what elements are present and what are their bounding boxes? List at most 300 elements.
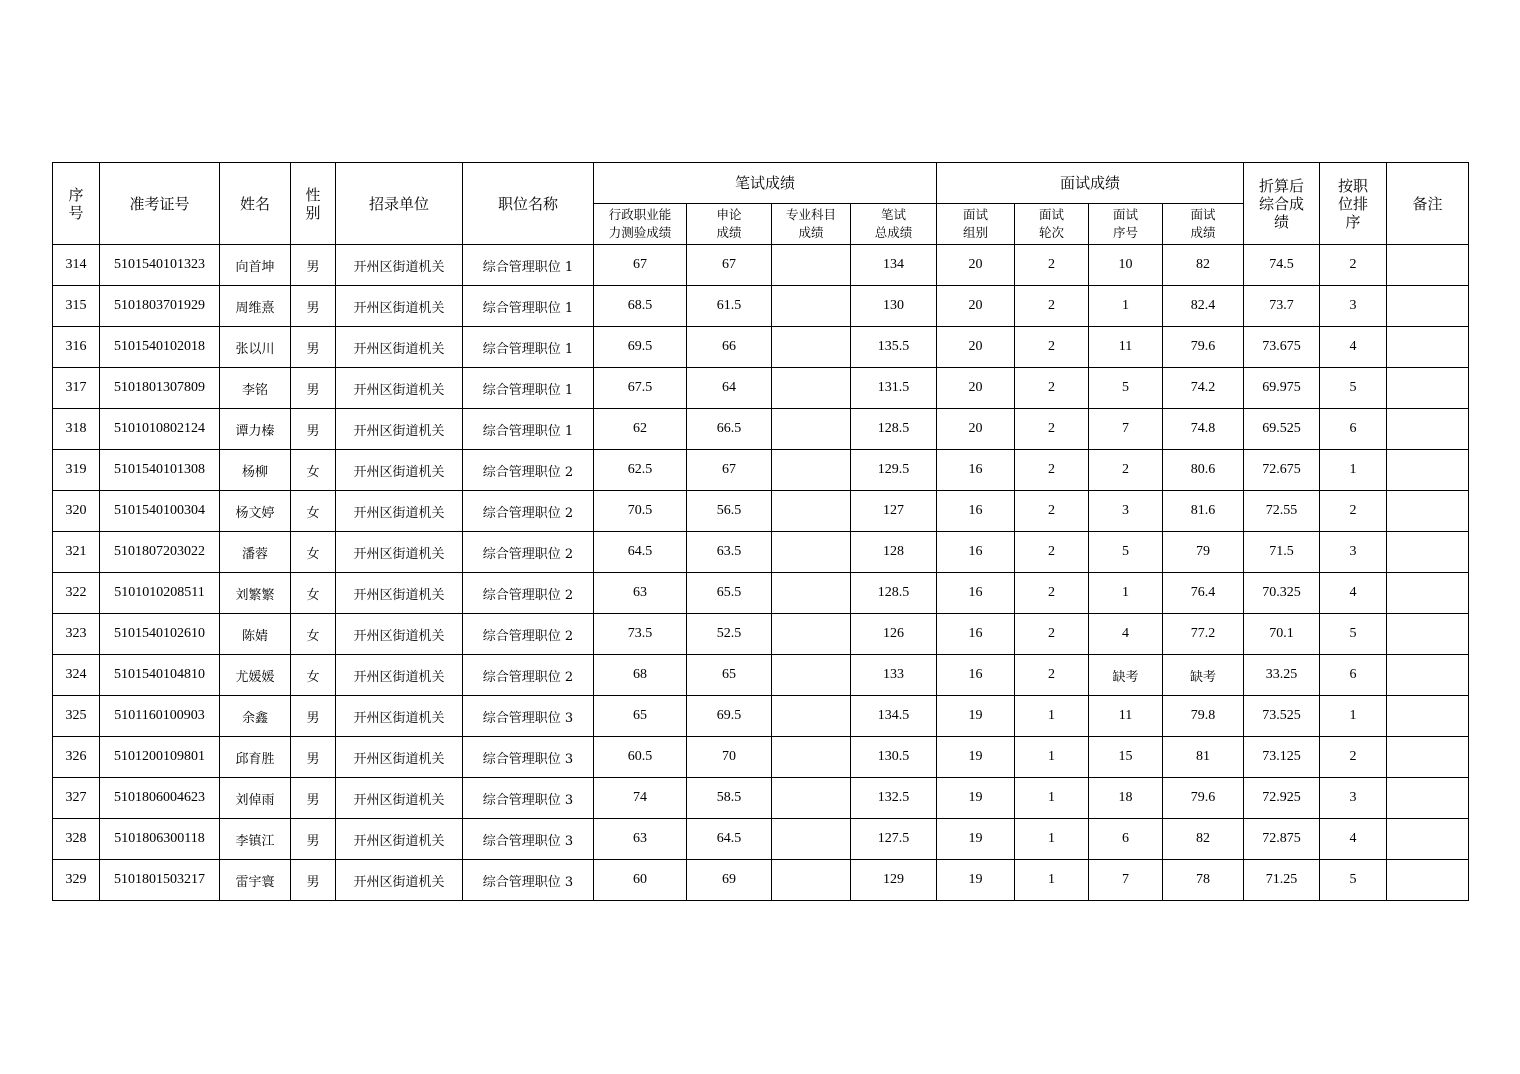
cell-rank: 5 [1320, 860, 1387, 901]
header-unit: 招录单位 [336, 163, 463, 245]
cell-unit: 开州区街道机关 [336, 696, 463, 737]
cell-composite: 71.25 [1244, 860, 1320, 901]
cell-composite: 74.5 [1244, 245, 1320, 286]
header-interview-round: 面试 轮次 [1015, 204, 1089, 245]
cell-gender: 男 [291, 737, 336, 778]
header-seq: 序 号 [53, 163, 100, 245]
cell-remarks [1387, 860, 1469, 901]
header-written-total: 笔试 总成绩 [851, 204, 937, 245]
cell-seq: 326 [53, 737, 100, 778]
cell-remarks [1387, 819, 1469, 860]
cell-aptitude: 63 [594, 819, 687, 860]
cell-unit: 开州区街道机关 [336, 491, 463, 532]
cell-remarks [1387, 286, 1469, 327]
cell-exam-no: 5101540104810 [100, 655, 220, 696]
cell-unit: 开州区街道机关 [336, 368, 463, 409]
cell-essay: 61.5 [687, 286, 772, 327]
cell-professional [772, 860, 851, 901]
cell-essay: 58.5 [687, 778, 772, 819]
cell-composite: 72.675 [1244, 450, 1320, 491]
cell-interview-score: 76.4 [1163, 573, 1244, 614]
cell-gender: 女 [291, 614, 336, 655]
header-aptitude-score: 行政职业能 力测验成绩 [594, 204, 687, 245]
cell-professional [772, 696, 851, 737]
cell-composite: 73.525 [1244, 696, 1320, 737]
cell-interview-group: 20 [937, 286, 1015, 327]
table-body [53, 245, 1469, 901]
cell-interview-order: 2 [1089, 450, 1163, 491]
cell-unit: 开州区街道机关 [336, 860, 463, 901]
cell-position: 综合管理职位 3 [463, 819, 594, 860]
cell-essay: 64.5 [687, 819, 772, 860]
cell-exam-no: 5101806300118 [100, 819, 220, 860]
table-row [53, 778, 1469, 819]
cell-position: 综合管理职位 1 [463, 286, 594, 327]
table-row [53, 491, 1469, 532]
cell-unit: 开州区街道机关 [336, 573, 463, 614]
cell-rank: 4 [1320, 819, 1387, 860]
cell-interview-score: 82 [1163, 819, 1244, 860]
cell-aptitude: 63 [594, 573, 687, 614]
cell-unit: 开州区街道机关 [336, 737, 463, 778]
cell-interview-group: 16 [937, 614, 1015, 655]
cell-remarks [1387, 409, 1469, 450]
cell-interview-round: 2 [1015, 614, 1089, 655]
cell-interview-order: 缺考 [1089, 655, 1163, 696]
cell-gender: 男 [291, 819, 336, 860]
cell-remarks [1387, 655, 1469, 696]
cell-interview-group: 19 [937, 819, 1015, 860]
cell-professional [772, 778, 851, 819]
cell-name: 周维熹 [220, 286, 291, 327]
cell-aptitude: 70.5 [594, 491, 687, 532]
header-written-group: 笔试成绩 [594, 163, 937, 204]
cell-exam-no: 5101010802124 [100, 409, 220, 450]
cell-position: 综合管理职位 3 [463, 737, 594, 778]
cell-interview-order: 7 [1089, 409, 1163, 450]
cell-written-total: 128.5 [851, 573, 937, 614]
cell-rank: 6 [1320, 409, 1387, 450]
cell-interview-score: 79.8 [1163, 696, 1244, 737]
cell-position: 综合管理职位 3 [463, 860, 594, 901]
cell-composite: 72.875 [1244, 819, 1320, 860]
cell-seq: 324 [53, 655, 100, 696]
cell-interview-order: 7 [1089, 860, 1163, 901]
header-essay-score: 申论 成绩 [687, 204, 772, 245]
cell-position: 综合管理职位 1 [463, 327, 594, 368]
cell-exam-no: 5101806004623 [100, 778, 220, 819]
cell-exam-no: 5101803701929 [100, 286, 220, 327]
cell-exam-no: 5101540102610 [100, 614, 220, 655]
cell-interview-group: 16 [937, 573, 1015, 614]
cell-essay: 67 [687, 450, 772, 491]
cell-remarks [1387, 737, 1469, 778]
cell-interview-score: 缺考 [1163, 655, 1244, 696]
cell-unit: 开州区街道机关 [336, 450, 463, 491]
cell-gender: 男 [291, 778, 336, 819]
cell-written-total: 134 [851, 245, 937, 286]
cell-written-total: 129 [851, 860, 937, 901]
cell-professional [772, 614, 851, 655]
cell-name: 张以川 [220, 327, 291, 368]
cell-unit: 开州区街道机关 [336, 778, 463, 819]
cell-interview-round: 2 [1015, 327, 1089, 368]
header-composite: 折算后 综合成 绩 [1244, 163, 1320, 245]
table-row [53, 450, 1469, 491]
cell-essay: 66 [687, 327, 772, 368]
cell-remarks [1387, 491, 1469, 532]
cell-seq: 315 [53, 286, 100, 327]
cell-essay: 70 [687, 737, 772, 778]
cell-rank: 1 [1320, 696, 1387, 737]
cell-unit: 开州区街道机关 [336, 245, 463, 286]
table-row [53, 286, 1469, 327]
header-professional-score: 专业科目 成绩 [772, 204, 851, 245]
cell-interview-round: 1 [1015, 860, 1089, 901]
cell-exam-no: 5101801503217 [100, 860, 220, 901]
cell-composite: 71.5 [1244, 532, 1320, 573]
cell-interview-group: 16 [937, 450, 1015, 491]
cell-gender: 男 [291, 860, 336, 901]
cell-interview-score: 80.6 [1163, 450, 1244, 491]
cell-interview-round: 1 [1015, 696, 1089, 737]
cell-written-total: 130 [851, 286, 937, 327]
cell-interview-score: 79 [1163, 532, 1244, 573]
header-name: 姓名 [220, 163, 291, 245]
cell-position: 综合管理职位 2 [463, 655, 594, 696]
cell-aptitude: 65 [594, 696, 687, 737]
cell-seq: 314 [53, 245, 100, 286]
cell-name: 杨柳 [220, 450, 291, 491]
cell-composite: 73.675 [1244, 327, 1320, 368]
cell-position: 综合管理职位 1 [463, 245, 594, 286]
cell-essay: 56.5 [687, 491, 772, 532]
cell-exam-no: 5101200109801 [100, 737, 220, 778]
table-row [53, 819, 1469, 860]
cell-interview-group: 20 [937, 409, 1015, 450]
cell-unit: 开州区街道机关 [336, 655, 463, 696]
cell-remarks [1387, 614, 1469, 655]
cell-interview-round: 2 [1015, 245, 1089, 286]
cell-written-total: 131.5 [851, 368, 937, 409]
cell-exam-no: 5101540100304 [100, 491, 220, 532]
cell-interview-group: 20 [937, 368, 1015, 409]
cell-aptitude: 60.5 [594, 737, 687, 778]
cell-remarks [1387, 327, 1469, 368]
cell-professional [772, 491, 851, 532]
cell-written-total: 128.5 [851, 409, 937, 450]
cell-professional [772, 573, 851, 614]
cell-seq: 318 [53, 409, 100, 450]
cell-name: 雷宇寰 [220, 860, 291, 901]
cell-rank: 3 [1320, 286, 1387, 327]
header-interview-group: 面试成绩 [937, 163, 1244, 204]
cell-composite: 69.975 [1244, 368, 1320, 409]
cell-remarks [1387, 778, 1469, 819]
cell-remarks [1387, 696, 1469, 737]
cell-exam-no: 5101540102018 [100, 327, 220, 368]
header-position: 职位名称 [463, 163, 594, 245]
cell-remarks [1387, 245, 1469, 286]
score-table [52, 162, 1469, 901]
cell-remarks [1387, 450, 1469, 491]
cell-professional [772, 819, 851, 860]
cell-gender: 女 [291, 491, 336, 532]
cell-essay: 69 [687, 860, 772, 901]
cell-interview-order: 15 [1089, 737, 1163, 778]
cell-professional [772, 450, 851, 491]
cell-rank: 1 [1320, 450, 1387, 491]
cell-interview-order: 5 [1089, 532, 1163, 573]
cell-exam-no: 5101160100903 [100, 696, 220, 737]
cell-interview-group: 19 [937, 696, 1015, 737]
cell-aptitude: 62.5 [594, 450, 687, 491]
cell-unit: 开州区街道机关 [336, 532, 463, 573]
table-row [53, 655, 1469, 696]
table-row [53, 860, 1469, 901]
header-interview-group-no: 面试 组别 [937, 204, 1015, 245]
cell-interview-order: 11 [1089, 696, 1163, 737]
cell-unit: 开州区街道机关 [336, 409, 463, 450]
cell-exam-no: 5101540101308 [100, 450, 220, 491]
cell-aptitude: 68.5 [594, 286, 687, 327]
cell-position: 综合管理职位 2 [463, 573, 594, 614]
table-row [53, 737, 1469, 778]
cell-written-total: 133 [851, 655, 937, 696]
cell-remarks [1387, 532, 1469, 573]
cell-interview-round: 2 [1015, 286, 1089, 327]
cell-interview-score: 82 [1163, 245, 1244, 286]
cell-interview-round: 2 [1015, 491, 1089, 532]
cell-interview-group: 19 [937, 860, 1015, 901]
cell-written-total: 135.5 [851, 327, 937, 368]
cell-interview-round: 2 [1015, 655, 1089, 696]
cell-interview-score: 79.6 [1163, 327, 1244, 368]
cell-exam-no: 5101540101323 [100, 245, 220, 286]
cell-gender: 男 [291, 245, 336, 286]
cell-name: 余鑫 [220, 696, 291, 737]
cell-name: 尤媛媛 [220, 655, 291, 696]
cell-essay: 65.5 [687, 573, 772, 614]
header-remarks: 备注 [1387, 163, 1469, 245]
cell-professional [772, 286, 851, 327]
cell-gender: 男 [291, 696, 336, 737]
header-rank: 按职 位排 序 [1320, 163, 1387, 245]
table-row [53, 327, 1469, 368]
cell-position: 综合管理职位 2 [463, 450, 594, 491]
cell-interview-order: 11 [1089, 327, 1163, 368]
cell-professional [772, 327, 851, 368]
cell-rank: 6 [1320, 655, 1387, 696]
cell-rank: 5 [1320, 614, 1387, 655]
cell-interview-group: 16 [937, 655, 1015, 696]
cell-unit: 开州区街道机关 [336, 614, 463, 655]
cell-written-total: 127.5 [851, 819, 937, 860]
cell-name: 潘蓉 [220, 532, 291, 573]
cell-seq: 316 [53, 327, 100, 368]
cell-interview-order: 18 [1089, 778, 1163, 819]
cell-gender: 男 [291, 368, 336, 409]
cell-rank: 3 [1320, 532, 1387, 573]
cell-composite: 72.55 [1244, 491, 1320, 532]
header-interview-score: 面试 成绩 [1163, 204, 1244, 245]
cell-name: 李铭 [220, 368, 291, 409]
cell-position: 综合管理职位 2 [463, 614, 594, 655]
cell-interview-order: 6 [1089, 819, 1163, 860]
cell-position: 综合管理职位 3 [463, 696, 594, 737]
cell-interview-order: 5 [1089, 368, 1163, 409]
cell-interview-group: 19 [937, 737, 1015, 778]
cell-seq: 317 [53, 368, 100, 409]
cell-aptitude: 60 [594, 860, 687, 901]
cell-professional [772, 368, 851, 409]
cell-name: 谭力榛 [220, 409, 291, 450]
cell-aptitude: 69.5 [594, 327, 687, 368]
cell-aptitude: 67 [594, 245, 687, 286]
cell-seq: 328 [53, 819, 100, 860]
cell-seq: 323 [53, 614, 100, 655]
cell-professional [772, 245, 851, 286]
cell-interview-group: 20 [937, 327, 1015, 368]
cell-interview-round: 2 [1015, 450, 1089, 491]
cell-composite: 69.525 [1244, 409, 1320, 450]
table-row [53, 368, 1469, 409]
table-row [53, 409, 1469, 450]
cell-interview-score: 81 [1163, 737, 1244, 778]
cell-position: 综合管理职位 2 [463, 532, 594, 573]
cell-position: 综合管理职位 3 [463, 778, 594, 819]
cell-interview-score: 77.2 [1163, 614, 1244, 655]
cell-remarks [1387, 573, 1469, 614]
cell-gender: 男 [291, 409, 336, 450]
cell-interview-round: 2 [1015, 409, 1089, 450]
cell-interview-group: 19 [937, 778, 1015, 819]
cell-composite: 70.325 [1244, 573, 1320, 614]
table-row [53, 614, 1469, 655]
cell-composite: 73.125 [1244, 737, 1320, 778]
cell-interview-score: 74.2 [1163, 368, 1244, 409]
cell-composite: 73.7 [1244, 286, 1320, 327]
cell-position: 综合管理职位 2 [463, 491, 594, 532]
cell-essay: 69.5 [687, 696, 772, 737]
cell-interview-group: 16 [937, 491, 1015, 532]
cell-interview-order: 1 [1089, 573, 1163, 614]
table-row [53, 696, 1469, 737]
table-row [53, 573, 1469, 614]
cell-aptitude: 62 [594, 409, 687, 450]
cell-gender: 男 [291, 286, 336, 327]
table-row [53, 245, 1469, 286]
cell-seq: 319 [53, 450, 100, 491]
cell-professional [772, 737, 851, 778]
cell-rank: 3 [1320, 778, 1387, 819]
header-gender: 性 别 [291, 163, 336, 245]
cell-unit: 开州区街道机关 [336, 819, 463, 860]
cell-seq: 320 [53, 491, 100, 532]
cell-name: 陈婧 [220, 614, 291, 655]
cell-position: 综合管理职位 1 [463, 368, 594, 409]
cell-name: 向首坤 [220, 245, 291, 286]
cell-professional [772, 655, 851, 696]
cell-name: 李镇江 [220, 819, 291, 860]
cell-professional [772, 409, 851, 450]
cell-interview-round: 1 [1015, 737, 1089, 778]
header-interview-order: 面试 序号 [1089, 204, 1163, 245]
cell-aptitude: 68 [594, 655, 687, 696]
cell-interview-round: 1 [1015, 819, 1089, 860]
cell-name: 刘繁繁 [220, 573, 291, 614]
cell-written-total: 129.5 [851, 450, 937, 491]
cell-gender: 男 [291, 327, 336, 368]
cell-interview-group: 16 [937, 532, 1015, 573]
cell-composite: 33.25 [1244, 655, 1320, 696]
cell-essay: 52.5 [687, 614, 772, 655]
cell-gender: 女 [291, 532, 336, 573]
cell-interview-order: 4 [1089, 614, 1163, 655]
cell-name: 杨文婷 [220, 491, 291, 532]
cell-interview-score: 82.4 [1163, 286, 1244, 327]
cell-remarks [1387, 368, 1469, 409]
cell-professional [772, 532, 851, 573]
cell-written-total: 127 [851, 491, 937, 532]
cell-exam-no: 5101801307809 [100, 368, 220, 409]
cell-interview-score: 81.6 [1163, 491, 1244, 532]
cell-interview-order: 1 [1089, 286, 1163, 327]
cell-essay: 65 [687, 655, 772, 696]
cell-unit: 开州区街道机关 [336, 286, 463, 327]
cell-essay: 66.5 [687, 409, 772, 450]
cell-seq: 327 [53, 778, 100, 819]
cell-interview-group: 20 [937, 245, 1015, 286]
cell-seq: 325 [53, 696, 100, 737]
cell-exam-no: 5101807203022 [100, 532, 220, 573]
cell-essay: 64 [687, 368, 772, 409]
cell-interview-score: 79.6 [1163, 778, 1244, 819]
cell-gender: 女 [291, 655, 336, 696]
cell-rank: 4 [1320, 573, 1387, 614]
cell-name: 刘倬雨 [220, 778, 291, 819]
cell-interview-order: 3 [1089, 491, 1163, 532]
cell-composite: 72.925 [1244, 778, 1320, 819]
cell-rank: 4 [1320, 327, 1387, 368]
header-exam-no: 准考证号 [100, 163, 220, 245]
cell-name: 邱育胜 [220, 737, 291, 778]
cell-rank: 5 [1320, 368, 1387, 409]
cell-interview-round: 2 [1015, 532, 1089, 573]
cell-gender: 女 [291, 450, 336, 491]
cell-aptitude: 73.5 [594, 614, 687, 655]
cell-aptitude: 67.5 [594, 368, 687, 409]
table-row [53, 532, 1469, 573]
cell-gender: 女 [291, 573, 336, 614]
cell-rank: 2 [1320, 737, 1387, 778]
cell-written-total: 128 [851, 532, 937, 573]
cell-unit: 开州区街道机关 [336, 327, 463, 368]
cell-position: 综合管理职位 1 [463, 409, 594, 450]
cell-interview-round: 2 [1015, 368, 1089, 409]
cell-interview-round: 2 [1015, 573, 1089, 614]
cell-interview-score: 74.8 [1163, 409, 1244, 450]
cell-interview-order: 10 [1089, 245, 1163, 286]
cell-interview-round: 1 [1015, 778, 1089, 819]
cell-exam-no: 5101010208511 [100, 573, 220, 614]
cell-rank: 2 [1320, 491, 1387, 532]
cell-seq: 321 [53, 532, 100, 573]
cell-written-total: 132.5 [851, 778, 937, 819]
cell-written-total: 126 [851, 614, 937, 655]
cell-essay: 67 [687, 245, 772, 286]
cell-interview-score: 78 [1163, 860, 1244, 901]
